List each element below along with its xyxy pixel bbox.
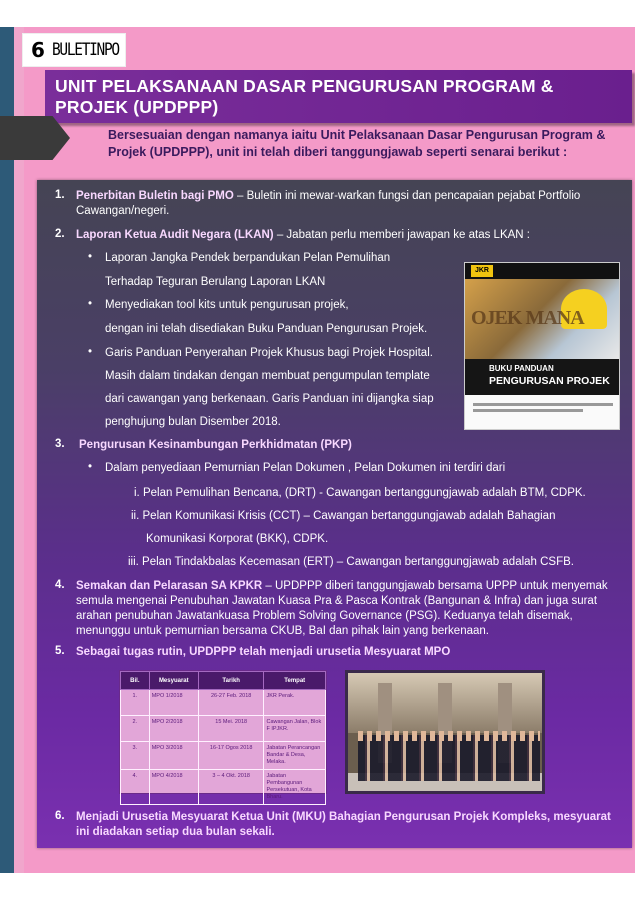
table-cell: 1.: [121, 690, 150, 716]
item-6-number: 6.: [55, 810, 65, 822]
item-2-line-1: [76, 228, 621, 243]
table-row: [121, 742, 326, 770]
item-3-roman-2-line-1: ii. Pelan Komunikasi Krisis (CCT) – Cawangan bertanggungjawab adalah Bahagian: [131, 510, 556, 522]
bullet-dot-icon: •: [88, 461, 93, 473]
table-cell: MPO 1/2018: [149, 690, 198, 716]
item-4-number: 4.: [55, 579, 65, 591]
item-2-bullet-3-line-1: Garis Panduan Penyerahan Projek Khusus bagi Projek Hospital.: [105, 347, 433, 359]
mpo-meeting-table: [119, 670, 327, 800]
item-2-bullet-2-line-2: dengan ini telah disediakan Buku Panduan Pengurusan Projek.: [105, 323, 428, 335]
intro-line-2: Projek (UPDPPP), unit ini telah diberi tanggungjawab seperti senarai berikut :: [108, 145, 568, 159]
bullet-dot-icon: •: [88, 298, 93, 310]
item-2-bullet-1-line-1: Laporan Jangka Pendek berpandukan Pelan Pemulihan: [105, 252, 391, 264]
table-cell: 26-27 Feb. 2018: [198, 690, 264, 716]
item-2-bullet-2-line-1: Menyediakan tool kits untuk pengurusan projek,: [105, 299, 349, 311]
table-cell: Jabatan Pembangunan Persekutuan, Kota Bharu.: [264, 770, 326, 805]
table-cell: Cawangan Jalan, Blok F IPJKR.: [264, 716, 326, 742]
item-1-number: 1.: [55, 189, 65, 201]
item-3-roman-2-line-2: Komunikasi Korporat (BKK), CDPK.: [146, 533, 329, 545]
item-2-text: – Jabatan perlu memberi jawapan ke atas LKAN :: [273, 229, 530, 241]
item-4-line-4: menunggu untuk pemurnian bersama CKUB, BaI dan pihak lain yang berkenaan.: [76, 625, 489, 637]
item-2-bullet-1-line-2: Terhadap Teguran Berulang Laporan LKAN: [105, 276, 326, 288]
table-cell: 2.: [121, 716, 150, 742]
column-header: Mesyuarat: [149, 672, 198, 690]
table-row: [121, 770, 326, 805]
table-cell: MPO 3/2018: [149, 742, 198, 770]
bullet-dot-icon: •: [88, 251, 93, 263]
item-3-bullet: Dalam penyediaan Pemurnian Pelan Dokumen , Pelan Dokumen ini terdiri dari: [105, 462, 506, 474]
photo-heads: [358, 731, 540, 741]
item-1-line-2: Cawangan/negeri.: [76, 205, 170, 217]
item-3-roman-1: i. Pelan Pemulihan Bencana, (DRT) - Cawangan bertanggungjawab adalah BTM, CDPK.: [134, 487, 586, 499]
bullet-dot-icon: •: [88, 346, 93, 358]
book-title-small: BUKU PANDUAN: [489, 364, 554, 373]
column-header: Bil.: [121, 672, 150, 690]
book-cover-word: OJEK MANA: [471, 307, 584, 329]
book-footer-line: [473, 403, 613, 406]
group-photo: [345, 670, 545, 794]
folio-header: [22, 33, 126, 67]
intro-paragraph: [108, 127, 628, 161]
photo-people: [358, 735, 540, 781]
book-title-large: PENGURUSAN PROJEK: [489, 375, 610, 387]
item-2-bullet-3-line-2: Masih dalam tindakan dengan membuat pengumpulan template: [105, 370, 430, 382]
table-cell: 3.: [121, 742, 150, 770]
item-3-line-1: [79, 438, 352, 453]
book-footer-line: [473, 409, 583, 412]
item-5-number: 5.: [55, 645, 65, 657]
table-cell: 15 Mei. 2018: [198, 716, 264, 742]
item-5-line-1: [76, 645, 450, 660]
item-1-text: – Buletin ini mewar-warkan fungsi dan pencapaian pejabat Portfolio: [233, 190, 581, 202]
item-4-line-1: [76, 579, 626, 594]
page-number: 6: [31, 38, 44, 62]
item-2-heading: Laporan Ketua Audit Negara (LKAN): [76, 229, 274, 241]
jkr-logo: JKR: [471, 265, 493, 277]
section-title-line-1: UNIT PELAKSANAAN DASAR PENGURUSAN PROGRAM &: [55, 76, 554, 96]
item-3-roman-3: iii. Pelan Tindakbalas Kecemasan (ERT) – Cawangan bertanggungjawab adalah CSFB.: [128, 556, 574, 568]
table-row: [121, 716, 326, 742]
column-header: Tarikh: [198, 672, 264, 690]
table-header-row: [121, 672, 326, 690]
table-cell: Jabatan Perancangan Bandar & Desa, Melaka.: [264, 742, 326, 770]
item-2-bullet-3-line-4: penghujung bulan Disember 2018.: [105, 416, 281, 428]
item-6-line-1: Menjadi Urusetia Mesyuarat Ketua Unit (MKU) Bahagian Pengurusan Projek Kompleks, mesyuarat: [76, 811, 611, 823]
intro-line-1: Bersesuaian dengan namanya iaitu Unit Pelaksanaan Dasar Pengurusan Program &: [108, 128, 606, 142]
table-cell: MPO 2/2018: [149, 716, 198, 742]
table-cell: 16-17 Ogos 2018: [198, 742, 264, 770]
item-1-heading: Penerbitan Buletin bagi PMO: [76, 190, 234, 202]
item-3-heading: Pengurusan Kesinambungan Perkhidmatan (PKP): [79, 439, 352, 451]
table-cell: JKR Perak.: [264, 690, 326, 716]
item-3-number: 3.: [55, 438, 65, 450]
table-row: [121, 690, 326, 716]
table-cell: 3 – 4 Okt. 2018: [198, 770, 264, 805]
item-4-text: – UPDPPP diberi tanggungjawab bersama UPPP untuk menyemak: [262, 580, 608, 592]
column-header: Tempat: [264, 672, 326, 690]
item-6-line-2: ini diadakan setiap dua bulan sekali.: [76, 826, 275, 838]
section-title-bar: [45, 70, 632, 123]
item-4-line-3: arahan penubuhan Jawatankuasa Problem Solving Governance (PSG). Keduanya telah disemak,: [76, 610, 573, 622]
bulletin-title: BULETINPO: [51, 40, 119, 60]
item-2-number: 2.: [55, 228, 65, 240]
table-cell: MPO 4/2018: [149, 770, 198, 805]
item-4-heading: Semakan dan Pelarasan SA KPKR: [76, 580, 263, 592]
table-cell: 4.: [121, 770, 150, 805]
item-2-bullet-3-line-3: dari cawangan yang berkenaan. Garis Panduan ini dijangka siap: [105, 393, 434, 405]
book-cover-image: [464, 262, 620, 430]
section-title-line-2: PROJEK (UPDPPP): [55, 97, 219, 117]
item-1-line-1: [76, 189, 621, 204]
item-4-line-2: semula mengenai Penubuhan Jawatan Kuasa Pra & Pasca Kontrak (Bangunan & Infra) dan juga surat: [76, 595, 598, 607]
item-5-heading: Sebagai tugas rutin, UPDPPP telah menjadi urusetia Mesyuarat MPO: [76, 646, 451, 658]
